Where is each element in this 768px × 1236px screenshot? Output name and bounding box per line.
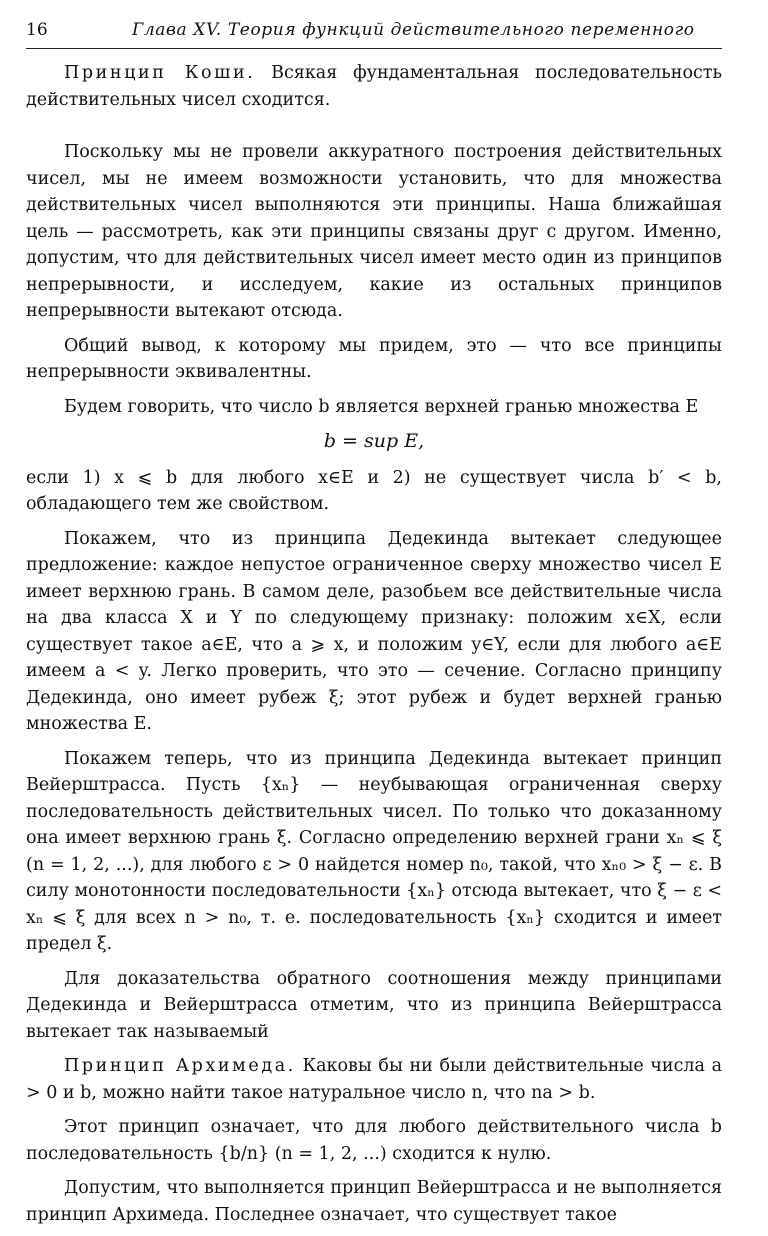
- running-title: Глава XV. Теория функций действительного переменного: [132, 20, 695, 40]
- cauchy-principle: [26, 60, 722, 113]
- paragraph-1: Поскольку мы не провели аккуратного построения действительных чисел, мы не имеем возможности установить, что для множества действительных чисел выполняются эти принципы. Наша ближайшая цель — рассмотреть, как эти принципы связаны друг с другом. Именно, допустим, что для действительных чисел имеет место один из принципов непрерывности, и исследуем, какие из остальных принципов непрерывности вытекают отсюда.: [26, 142, 722, 321]
- cauchy-statement: Всякая фундаментальная последовательность действительных чисел сходится.: [26, 63, 722, 110]
- paragraph-3: Будем говорить, что число b является верхней гранью множества E: [64, 396, 699, 417]
- cauchy-label: Принцип Коши.: [64, 63, 256, 83]
- paragraph-2: Общий вывод, к которому мы придем, это — что все принципы непрерывности эквивалентны.: [26, 335, 722, 382]
- archimedes-label: Принцип Архимеда.: [64, 1056, 296, 1076]
- archimedes-principle: [26, 1053, 722, 1106]
- page-body: [26, 60, 722, 1236]
- paragraph-6: Покажем теперь, что из принципа Дедекинда вытекает принцип Вейерштрасса. Пусть {xₙ} — неубывающая ограниченная сверху последовательность действительных чисел. По только что доказанному она имеет верхнюю грань ξ. Согласно определению верхней грани xₙ ⩽ ξ (n = 1, 2, ...), для любого ε > 0 найдется номер n₀, такой, что xₙ₀ > ξ − ε. В силу монотонности последовательности {xₙ} отсюда вытекает, что ξ − ε < xₙ ⩽ ξ для всех n > n₀, т. е. последовательность {xₙ} сходится и имеет предел ξ.: [26, 748, 722, 954]
- paragraph-9: Допустим, что выполняется принцип Вейерштрасса и не выполняется принцип Архимеда. Последнее означает, что существует такое: [26, 1178, 722, 1225]
- page-header: [26, 18, 722, 49]
- page-number: 16: [26, 20, 48, 40]
- paragraph-7: Для доказательства обратного соотношения между принципами Дедекинда и Вейерштрасса отметим, что из принципа Вейерштрасса вытекает так называемый: [26, 968, 722, 1042]
- paragraph-4: если 1) x ⩽ b для любого x∈E и 2) не существует числа b′ < b, обладающего тем же свойством.: [26, 467, 722, 514]
- paragraph-5: Покажем, что из принципа Дедекинда вытекает следующее предложение: каждое непустое ограниченное сверху множество чисел E имеет верхнюю грань. В самом деле, разобьем все действительные числа на два класса X и Y по следующему признаку: положим x∈X, если существует такое a∈E, что a ⩾ x, и положим y∈Y, если для любого a∈E имеем a < y. Легко проверить, что это — сечение. Согласно принципу Дедекинда, оно имеет рубеж ξ; этот рубеж и будет верхней гранью множества E.: [26, 528, 722, 734]
- supremum-formula: b = sup E,: [323, 430, 425, 452]
- archimedes-statement: Каковы бы ни были действительные числа a > 0 и b, можно найти такое натуральное число n, что na > b.: [26, 1056, 722, 1103]
- paragraph-8: Этот принцип означает, что для любого действительного числа b последовательность {b/n} (n = 1, 2, ...) сходится к нулю.: [26, 1117, 722, 1164]
